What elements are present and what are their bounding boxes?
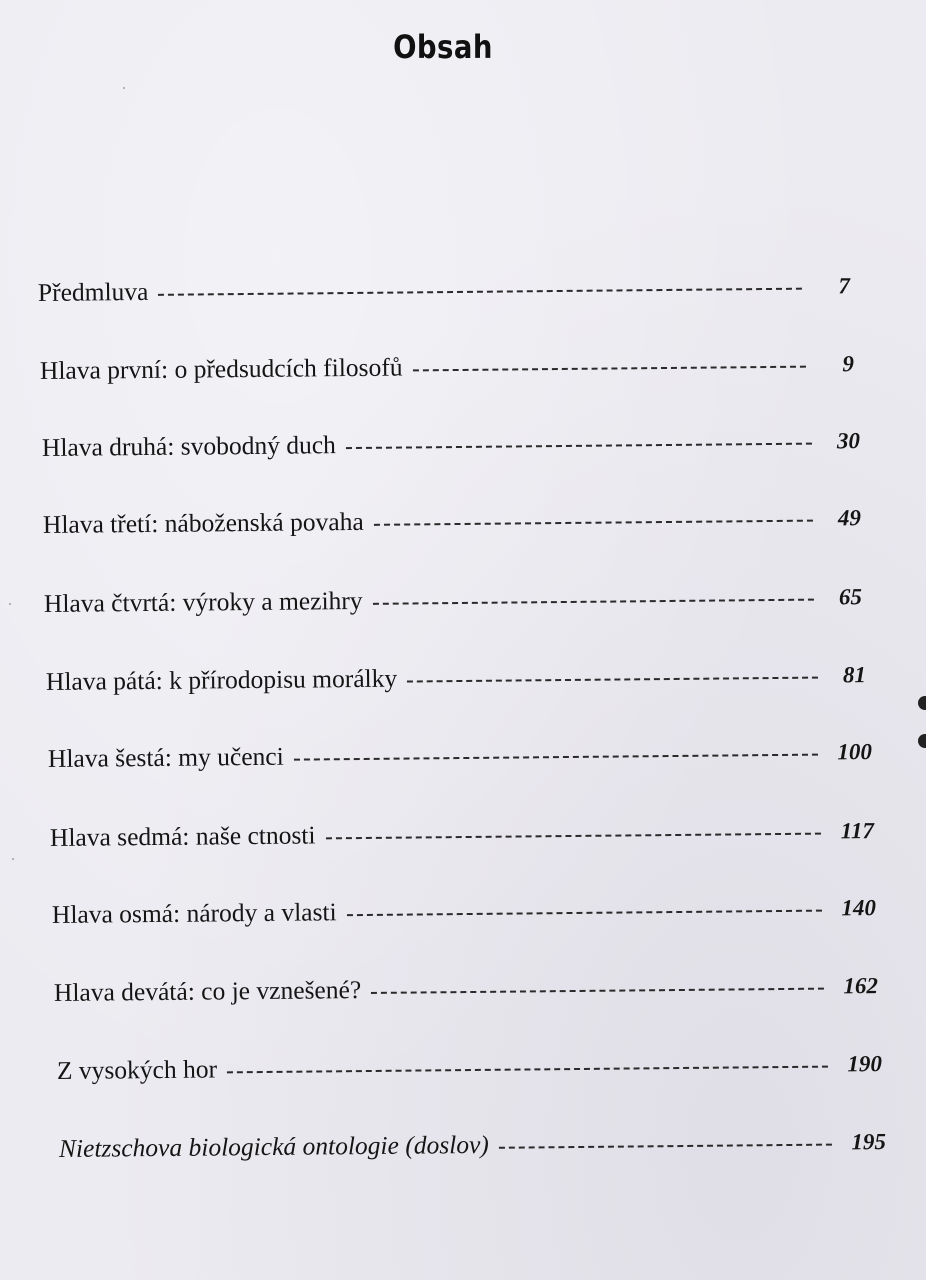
toc-entry-title: Hlava první: o předsudcích filosofů — [39, 352, 403, 385]
dotted-leader — [347, 910, 822, 917]
paper-speck — [123, 87, 125, 89]
toc-entry-title: Hlava sedmá: naše ctnosti — [49, 820, 316, 852]
toc-entry-page: 7 — [838, 273, 851, 299]
paper-speck — [9, 603, 11, 605]
dotted-leader — [346, 443, 812, 449]
toc-entry-hlava-devata[interactable] — [54, 970, 878, 1018]
toc-entry-title: Nietzschova biologická ontologie (doslov) — [58, 1129, 489, 1163]
dotted-leader — [499, 1144, 832, 1149]
dotted-leader — [371, 988, 823, 994]
dotted-leader — [158, 288, 802, 296]
toc-entry-predmluva[interactable] — [38, 270, 850, 318]
page-title: Obsah — [393, 28, 493, 66]
toc-entry-title: Z vysokých hor — [56, 1054, 218, 1085]
toc-entry-hlava-sedma[interactable] — [50, 815, 874, 863]
toc-entry-page: 190 — [847, 1051, 883, 1077]
toc-entry-page: 140 — [841, 895, 877, 921]
dotted-leader — [227, 1066, 827, 1074]
toc-entry-title: Hlava pátá: k přírodopisu morálky — [45, 663, 398, 696]
toc-entry-title: Předmluva — [37, 276, 149, 307]
toc-entry-title: Hlava druhá: svobodný duch — [41, 430, 336, 462]
toc-entry-hlava-pata[interactable] — [46, 659, 866, 707]
dotted-leader — [413, 366, 806, 372]
toc-entry-page: 9 — [842, 351, 855, 377]
toc-entry-page: 117 — [840, 818, 875, 844]
toc-entry-hlava-osma[interactable] — [52, 892, 876, 940]
toc-entry-page: 162 — [843, 973, 879, 999]
toc-entry-hlava-ctvrta[interactable] — [44, 581, 862, 629]
toc-entry-hlava-treti[interactable] — [43, 502, 861, 550]
toc-entry-title: Hlava devátá: co je vznešené? — [53, 975, 362, 1007]
page-edge-mark — [918, 696, 926, 710]
toc-entry-page: 100 — [837, 739, 873, 765]
page-edge-mark — [918, 734, 926, 748]
toc-entry-page: 49 — [837, 505, 862, 531]
toc-entry-doslov[interactable] — [59, 1126, 886, 1174]
dotted-leader — [407, 677, 818, 683]
toc-entry-hlava-prvni[interactable] — [40, 348, 854, 396]
dotted-leader — [294, 754, 818, 761]
toc-entry-hlava-druha[interactable] — [42, 425, 860, 473]
toc-entry-page: 195 — [851, 1129, 887, 1155]
toc-entry-hlava-sesta[interactable] — [48, 736, 872, 784]
paper-speck — [12, 858, 14, 860]
toc-entry-title: Hlava třetí: náboženská povaha — [42, 506, 364, 539]
dotted-leader — [373, 599, 814, 605]
toc-entry-page: 30 — [836, 428, 861, 454]
toc-entry-z-vysokych-hor[interactable] — [57, 1048, 882, 1096]
toc-entry-title: Hlava čtvrtá: výroky a mezihry — [43, 585, 363, 618]
toc-entry-title: Hlava osmá: národy a vlasti — [51, 897, 337, 929]
toc-entry-page: 65 — [838, 584, 863, 610]
toc-entry-title: Hlava šestá: my učenci — [47, 741, 284, 773]
toc-entry-page: 81 — [842, 662, 867, 688]
dotted-leader — [374, 520, 813, 526]
dotted-leader — [326, 833, 821, 840]
